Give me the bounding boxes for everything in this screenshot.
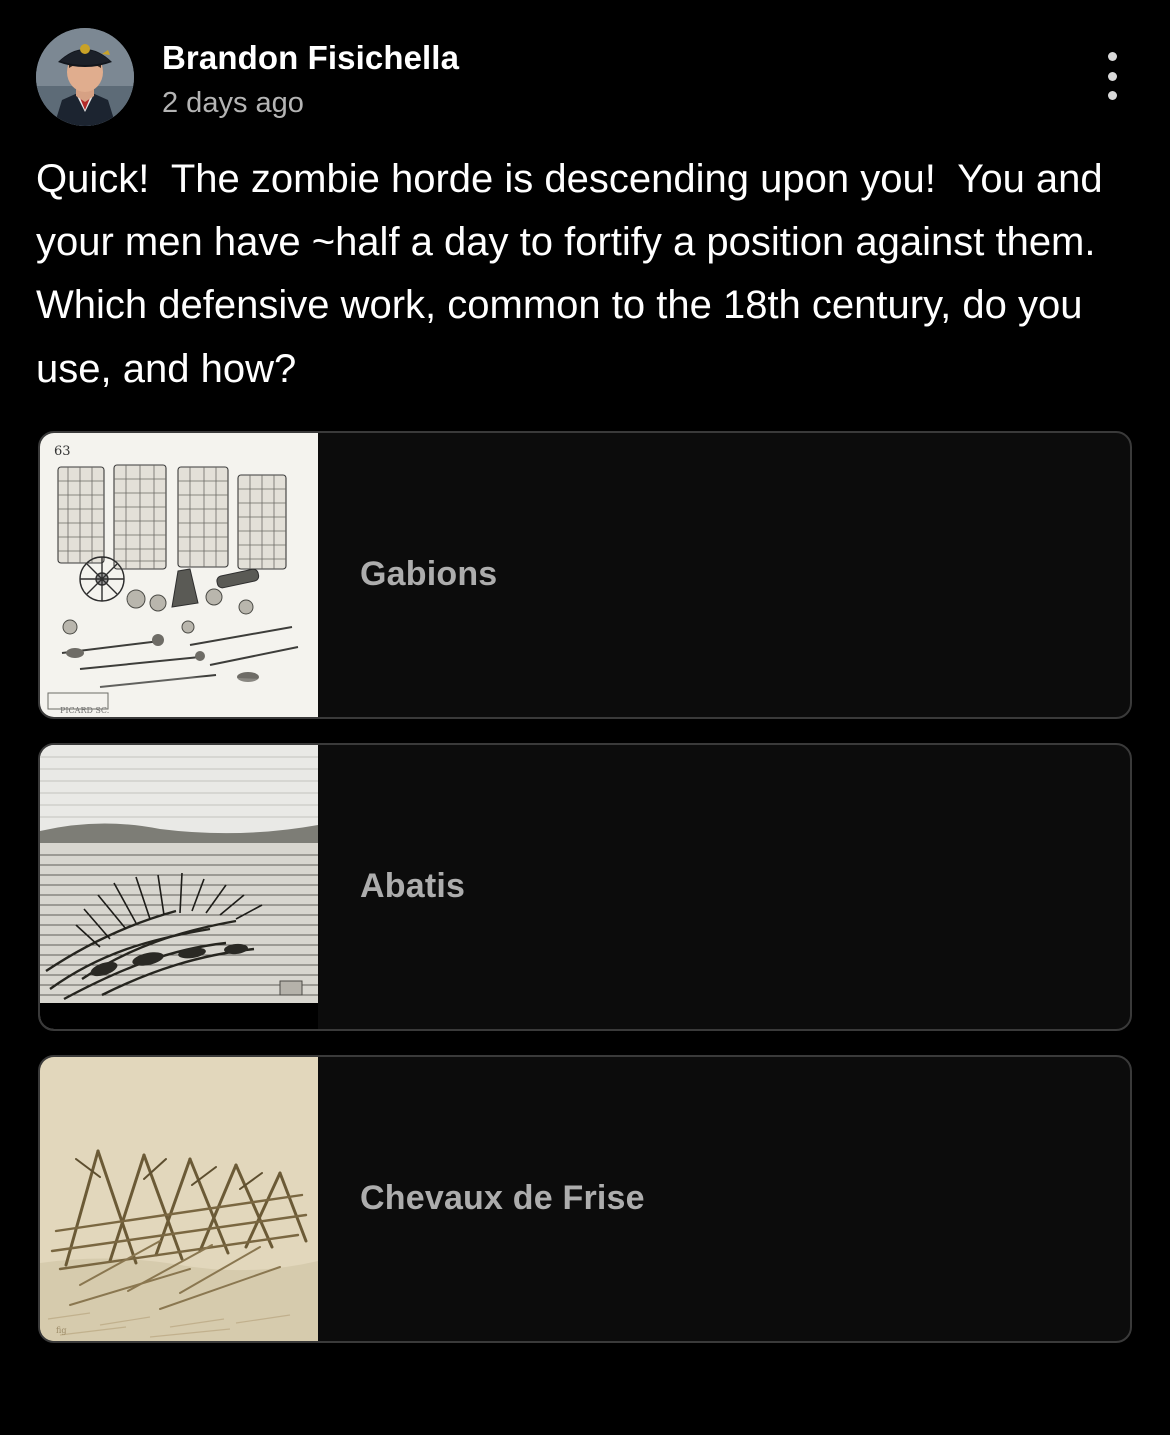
svg-text:fig: fig — [56, 1325, 67, 1335]
engraving-abatis — [40, 745, 318, 1029]
svg-text:PICARD SC.: PICARD SC. — [60, 705, 110, 715]
overflow-dot — [1108, 72, 1117, 81]
poll-option-label: Abatis — [360, 867, 466, 906]
gabions-thumbnail — [40, 433, 318, 717]
author-block — [162, 28, 459, 123]
engraving-gabions — [40, 433, 318, 717]
poll-option-label: Gabions — [360, 555, 498, 594]
overflow-menu-icon[interactable] — [1092, 48, 1132, 104]
chevaux-de-frise-thumbnail — [40, 1057, 318, 1341]
poll-options — [0, 431, 1170, 1343]
avatar-image — [36, 28, 134, 126]
svg-text:63: 63 — [54, 443, 71, 459]
author-name[interactable]: Brandon Fisichella — [162, 39, 460, 76]
engraving-chevaux-de-frise — [40, 1057, 318, 1341]
post-timestamp: 2 days ago — [162, 86, 304, 119]
avatar[interactable] — [36, 28, 134, 126]
poll-option-gabions[interactable] — [38, 431, 1132, 719]
post-text: Quick! The zombie horde is descending upon you! You and your men have ~half a day to fortify a position against them. Which defensive work, common to the 18th century, do you use, and how? — [36, 157, 1118, 391]
abatis-thumbnail — [40, 745, 318, 1029]
poll-option-chevaux-de-frise[interactable] — [38, 1055, 1132, 1343]
post-header — [0, 0, 1170, 126]
overflow-dot — [1108, 91, 1117, 100]
poll-option-abatis[interactable] — [38, 743, 1132, 1031]
poll-option-label: Chevaux de Frise — [360, 1179, 645, 1218]
overflow-dot — [1108, 52, 1117, 61]
